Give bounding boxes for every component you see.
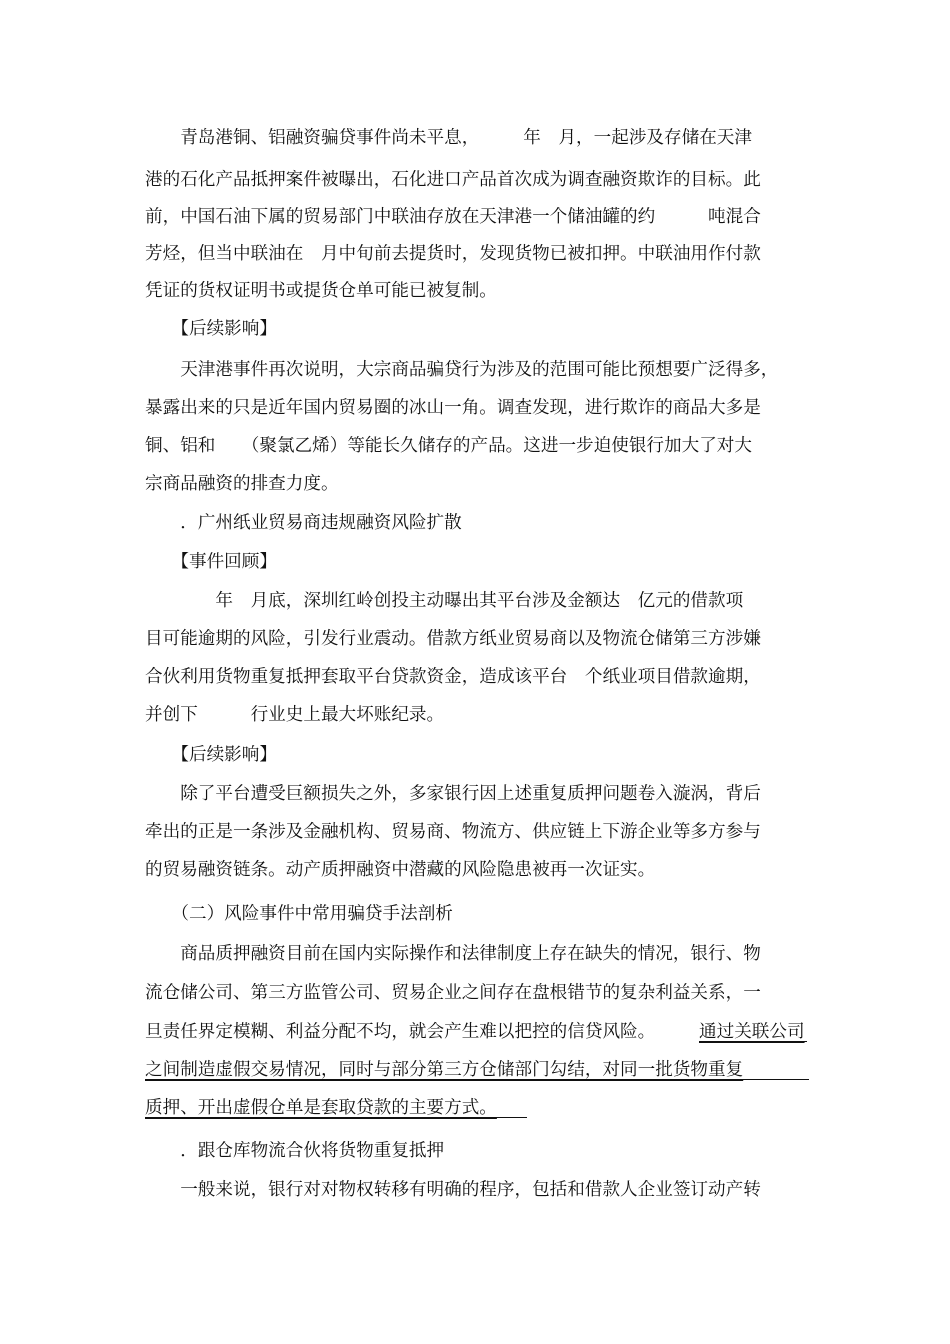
- body-text-line: 并创下 行业史上最大坏账纪录。: [145, 705, 445, 725]
- underlined-text: 通过关联公司: [699, 1022, 805, 1042]
- underlined-text: 质押、开出虚假仓单是套取贷款的主要方式。: [145, 1098, 497, 1118]
- body-text-line: 宗商品融资的排查力度。: [145, 474, 339, 494]
- body-text-line: 合伙利用货物重复抵押套取平台贷款资金，造成该平台 个纸业项目借款逾期，: [145, 667, 761, 687]
- body-text-line: 前，中国石油下属的贸易部门中联油存放在天津港一个储油罐的约 吨混合: [145, 207, 761, 227]
- body-text-line: 除了平台遭受巨额损失之外，多家银行因上述重复质押问题卷入漩涡，背后: [145, 784, 761, 804]
- body-text-line: 旦责任界定模糊、利益分配不均，就会产生难以把控的信贷风险。: [145, 1022, 656, 1042]
- body-text-line: 年 月底，深圳红岭创投主动曝出其平台涉及金额达 亿元的借款项: [145, 591, 744, 611]
- underline-rule: [145, 1079, 809, 1080]
- section-heading: ．跟仓库物流合伙将货物重复抵押: [145, 1141, 445, 1161]
- body-text-line: 的贸易融资链条。动产质押融资中潜藏的风险隐患被再一次证实。: [145, 860, 656, 880]
- body-text-line: 目可能逾期的风险，引发行业震动。借款方纸业贸易商以及物流仓储第三方涉嫌: [145, 629, 761, 649]
- body-text-line: 青岛港铜、铝融资骗贷事件尚未平息， 年 月，一起涉及存储在天津: [145, 128, 752, 148]
- section-heading: （二）风险事件中常用骗贷手法剖析: [145, 904, 453, 924]
- body-text-line: 天津港事件再次说明，大宗商品骗贷行为涉及的范围可能比预想要广泛得多，: [145, 360, 779, 380]
- body-text-line: 凭证的货权证明书或提货仓单可能已被复制。: [145, 281, 497, 301]
- underline-rule: [145, 1117, 527, 1118]
- section-heading: 【后续影响】: [145, 745, 277, 765]
- underline-rule: [699, 1041, 807, 1042]
- body-text-line: 暴露出来的只是近年国内贸易圈的冰山一角。调查发现，进行欺诈的商品大多是: [145, 398, 761, 418]
- body-text-line: 商品质押融资目前在国内实际操作和法律制度上存在缺失的情况，银行、物: [145, 944, 761, 964]
- section-heading: 【事件回顾】: [145, 552, 277, 572]
- body-text-line: 流仓储公司、第三方监管公司、贸易企业之间存在盘根错节的复杂利益关系，一: [145, 983, 761, 1003]
- body-text-line: 港的石化产品抵押案件被曝出，石化进口产品首次成为调查融资欺诈的目标。此: [145, 170, 761, 190]
- section-heading: 【后续影响】: [145, 319, 277, 339]
- body-text-line: 芳烃，但当中联油在 月中旬前去提货时，发现货物已被扣押。中联油用作付款: [145, 244, 761, 264]
- body-text-line: 一般来说，银行对对物权转移有明确的程序，包括和借款人企业签订动产转: [145, 1180, 761, 1200]
- section-heading: ．广州纸业贸易商违规融资风险扩散: [145, 513, 462, 533]
- underlined-text: 之间制造虚假交易情况，同时与部分第三方仓储部门勾结，对同一批货物重复: [145, 1060, 744, 1080]
- body-text-line: 牵出的正是一条涉及金融机构、贸易商、物流方、供应链上下游企业等多方参与: [145, 822, 761, 842]
- body-text-line: 铜、铝和 （聚氯乙烯）等能长久储存的产品。这进一步迫使银行加大了对大: [145, 436, 752, 456]
